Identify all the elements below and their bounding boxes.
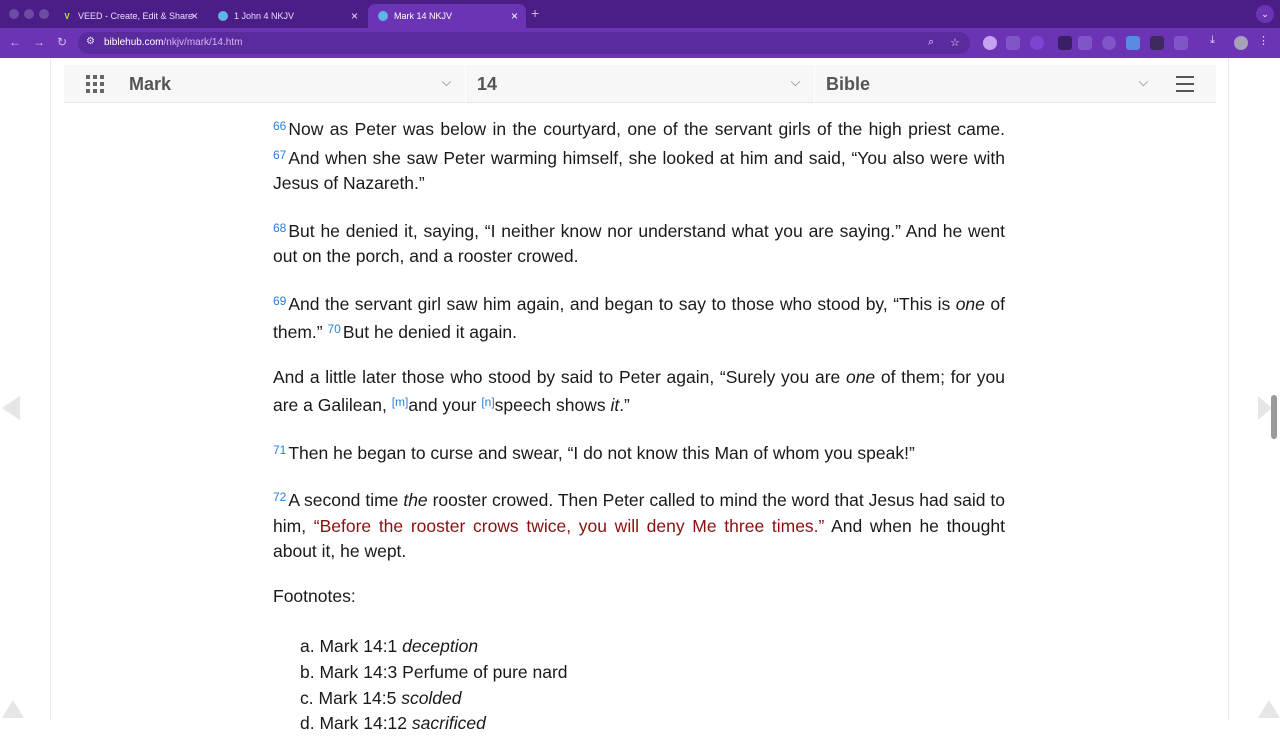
footnote-text: sacrificed <box>411 713 486 734</box>
footnote-ref: Mark 14:12 <box>319 713 408 734</box>
verse-number-66[interactable]: 66 <box>273 119 287 133</box>
footnote-item[interactable] <box>300 711 1005 737</box>
verse-text: And a little later those who stood by said to Peter again, “Surely you are <box>273 366 846 387</box>
close-icon[interactable]: × <box>350 9 358 23</box>
divider <box>465 65 466 103</box>
verse-text: But he denied it, saying, “I neither know nor understand what you are saying.” And he went out on the porch, and a rooster crowed. <box>273 220 1005 266</box>
version-select[interactable] <box>826 65 1162 103</box>
extension-icon[interactable] <box>1126 36 1140 50</box>
window-minimize-dot[interactable] <box>24 9 34 19</box>
zoom-icon[interactable]: ⌕ <box>928 36 935 48</box>
words-of-christ: “Before the rooster crows twice, you will deny Me three times.” <box>313 515 825 536</box>
verse-number-72[interactable]: 72 <box>273 490 287 504</box>
footnote-marker: c. <box>300 687 314 708</box>
veed-logo-icon: V <box>64 11 70 21</box>
chevron-down-icon: ⌵ <box>1138 75 1148 89</box>
browser-toolbar <box>0 28 1280 58</box>
footnote-link-n[interactable]: [n] <box>481 395 495 409</box>
footnote-marker: d. <box>300 713 315 734</box>
extension-icon[interactable] <box>1102 36 1116 50</box>
extension-icon[interactable] <box>1058 36 1072 50</box>
verse-text: A second time <box>288 490 404 510</box>
verse-text: of them; for you are a Galilean, <box>273 366 1005 415</box>
verse-text: .” <box>619 395 630 415</box>
next-chapter-arrow-icon[interactable] <box>1258 396 1272 420</box>
verse-text-italic: one <box>845 366 876 387</box>
chevron-down-icon: ⌵ <box>790 75 800 89</box>
footnote-link-m[interactable]: [m] <box>391 395 409 409</box>
footnote-item[interactable] <box>300 634 1005 660</box>
verse-text: And when he thought about it, he wept. <box>273 515 1005 561</box>
footnotes-heading: Footnotes: <box>273 585 356 606</box>
window-zoom-dot[interactable] <box>39 9 49 19</box>
tab-search-icon[interactable]: ⌄ <box>1256 5 1274 23</box>
browser-tab-bar <box>0 0 1280 28</box>
close-icon[interactable]: × <box>510 9 518 23</box>
page-border <box>50 58 51 720</box>
extension-icon[interactable] <box>1006 36 1020 50</box>
verse-text: Then he began to curse and swear, “I do not know this Man of whom you speak!” <box>288 442 915 463</box>
footnote-ref: Mark 14:5 <box>318 687 397 708</box>
verse-number-68[interactable]: 68 <box>273 220 287 235</box>
paragraph <box>273 485 1005 565</box>
forward-icon[interactable]: → <box>33 35 45 49</box>
extension-icon[interactable] <box>1150 36 1164 50</box>
extension-icon[interactable] <box>983 36 997 50</box>
book-select-value: Mark <box>129 73 172 94</box>
site-info-icon[interactable]: ⚙ <box>86 36 95 47</box>
chapter-select[interactable] <box>477 65 814 103</box>
footnote-marker: b. <box>300 661 315 682</box>
divider <box>814 65 815 103</box>
version-select-value: Bible <box>826 73 871 94</box>
tab-title: VEED - Create, Edit & Share <box>78 11 194 21</box>
paragraph <box>273 114 1005 197</box>
close-icon[interactable]: × <box>190 9 198 23</box>
download-icon[interactable]: ⤓ <box>1210 34 1215 46</box>
footnote-item[interactable] <box>300 686 1005 712</box>
verse-text-italic: the <box>403 490 428 510</box>
profile-avatar[interactable] <box>1234 36 1248 50</box>
paragraph <box>273 365 1005 419</box>
paragraph <box>273 289 1005 346</box>
verse-text-italic: one <box>955 293 985 314</box>
verse-text: of them.” <box>273 293 1005 342</box>
footnote-ref: Mark 14:3 <box>319 661 398 682</box>
back-icon[interactable]: ← <box>9 35 21 49</box>
footnote-text: Perfume of pure nard <box>402 661 568 682</box>
verse-number-67[interactable]: 67 <box>273 147 287 162</box>
extension-icon[interactable] <box>1078 36 1092 50</box>
tab-title: 1 John 4 NKJV <box>234 11 295 21</box>
tab-mark-14[interactable] <box>368 4 526 28</box>
verse-text: But he denied it again. <box>342 322 517 342</box>
footnote-item[interactable] <box>300 660 1005 686</box>
window-close-dot[interactable] <box>9 9 19 19</box>
chapter-select-value: 14 <box>477 73 498 94</box>
verse-text: And the servant girl saw him again, and began to say to those who stood by, “This is <box>288 293 956 314</box>
extension-icon[interactable] <box>1030 36 1044 50</box>
verse-text: Now as Peter was below in the courtyard, one of the servant girls of the high priest came. <box>288 119 1005 139</box>
url-text: biblehub.com/nkjv/mark/14.htm <box>104 37 243 48</box>
verse-number-70[interactable]: 70 <box>327 322 341 336</box>
scroll-top-arrow-icon[interactable] <box>2 700 24 718</box>
verse-text-italic: it <box>610 395 620 415</box>
footnote-text: deception <box>402 636 479 656</box>
chevron-down-icon: ⌵ <box>441 75 451 89</box>
book-select[interactable] <box>129 65 465 103</box>
verse-number-69[interactable]: 69 <box>273 293 287 308</box>
footnote-marker: a. <box>300 636 315 656</box>
biblehub-logo-icon <box>218 11 228 21</box>
verse-text: speech shows <box>494 395 611 415</box>
paragraph <box>273 216 1005 270</box>
bookmark-star-icon[interactable]: ☆ <box>950 37 960 49</box>
tab-veed[interactable] <box>52 4 206 28</box>
previous-chapter-arrow-icon[interactable] <box>2 396 20 420</box>
menu-icon[interactable] <box>1176 76 1194 92</box>
address-bar[interactable] <box>78 32 970 54</box>
footnote-text: scolded <box>401 687 462 708</box>
paragraph <box>273 438 1005 467</box>
browser-menu-icon[interactable]: ⋮ <box>1258 35 1269 47</box>
verse-text: rooster crowed. Then Peter called to mind the word that Jesus had said to him, <box>273 490 1005 536</box>
page-border <box>1228 58 1229 720</box>
footnote-ref: Mark 14:1 <box>319 636 398 656</box>
tab-title: Mark 14 NKJV <box>394 11 453 21</box>
passage-text <box>273 114 1005 737</box>
passage-selector-bar <box>64 65 1216 103</box>
new-tab-icon[interactable]: + <box>531 5 540 21</box>
verse-number-71[interactable]: 71 <box>273 442 287 457</box>
verse-text: and your <box>408 395 482 415</box>
apps-grid-icon[interactable] <box>86 75 104 93</box>
extensions-puzzle-icon[interactable] <box>1174 36 1188 50</box>
scroll-top-arrow-icon[interactable] <box>1258 700 1280 718</box>
footnotes-list <box>273 634 1005 737</box>
scrollbar-thumb[interactable] <box>1271 395 1277 439</box>
reload-icon[interactable]: ↻ <box>57 35 68 49</box>
tab-1-john-4[interactable] <box>208 4 366 28</box>
biblehub-logo-icon <box>378 11 388 21</box>
verse-text: And when she saw Peter warming himself, she looked at him and said, “You also were with Jesus of Nazareth.” <box>273 147 1005 193</box>
